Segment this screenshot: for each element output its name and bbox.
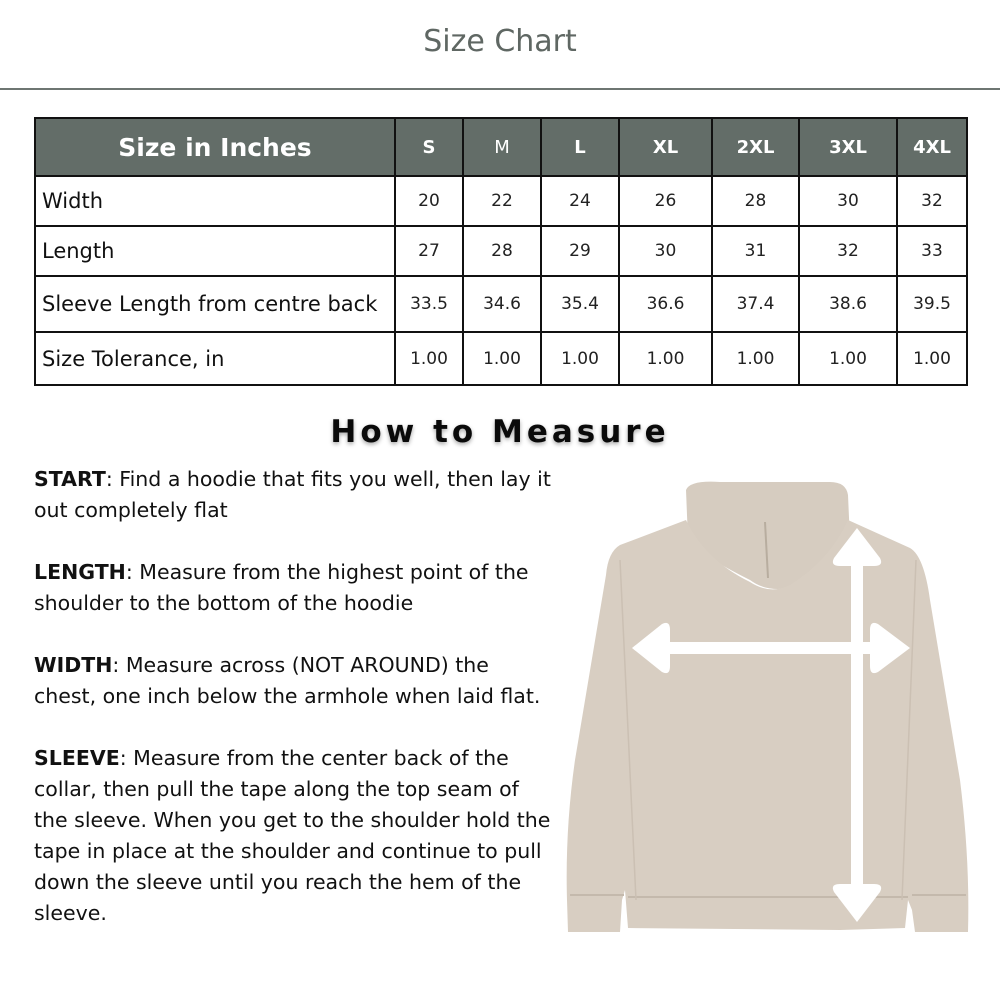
- cell: 28: [712, 176, 799, 226]
- hoodie-body-icon: [567, 482, 969, 932]
- header-size-4xl: 4XL: [897, 118, 967, 176]
- cell: 30: [799, 176, 897, 226]
- cell: 33.5: [395, 276, 463, 332]
- row-label: Size Tolerance, in: [35, 332, 395, 385]
- header-size-xl: XL: [619, 118, 712, 176]
- cell: 24: [541, 176, 619, 226]
- table-row-sleeve-length: [35, 276, 967, 332]
- hoodie-illustration: [560, 478, 980, 948]
- cell: 1.00: [799, 332, 897, 385]
- cell: 39.5: [897, 276, 967, 332]
- instruction-key: WIDTH: [34, 653, 113, 677]
- header-size-l: L: [541, 118, 619, 176]
- cell: 1.00: [897, 332, 967, 385]
- cell: 1.00: [463, 332, 541, 385]
- cell: 27: [395, 226, 463, 276]
- cell: 22: [463, 176, 541, 226]
- cell: 32: [897, 176, 967, 226]
- instruction-text: : Measure from the center back of the collar, then pull the tape along the top seam of the sleeve. When you get to the shoulder hold the tape in place at the shoulder and continue to pull down the sleeve until you reach the hem of the sleeve.: [34, 746, 551, 925]
- table-row-width: [35, 176, 967, 226]
- instruction-text: : Measure from the highest point of the shoulder to the bottom of the hoodie: [34, 560, 529, 615]
- cell: 31: [712, 226, 799, 276]
- table-row-length: [35, 226, 967, 276]
- cell: 29: [541, 226, 619, 276]
- cell: 34.6: [463, 276, 541, 332]
- header-size-3xl: 3XL: [799, 118, 897, 176]
- header-size-in-inches: Size in Inches: [35, 118, 395, 176]
- measure-instructions: [34, 464, 554, 960]
- cell: 1.00: [712, 332, 799, 385]
- cell: 20: [395, 176, 463, 226]
- row-label: Sleeve Length from centre back: [35, 276, 395, 332]
- row-label: Length: [35, 226, 395, 276]
- row-label: Width: [35, 176, 395, 226]
- cell: 30: [619, 226, 712, 276]
- how-to-measure-heading: How to Measure: [330, 414, 670, 450]
- cell: 33: [897, 226, 967, 276]
- cell: 35.4: [541, 276, 619, 332]
- instruction-key: START: [34, 467, 106, 491]
- header-size-m: M: [463, 118, 541, 176]
- cell: 38.6: [799, 276, 897, 332]
- size-chart-table: [34, 117, 968, 386]
- instruction-start: [34, 464, 554, 526]
- cell: 36.6: [619, 276, 712, 332]
- instruction-text: : Find a hoodie that fits you well, then lay it out completely flat: [34, 467, 551, 522]
- table-row-size-tolerance: [35, 332, 967, 385]
- instruction-key: SLEEVE: [34, 746, 120, 770]
- cell: 1.00: [395, 332, 463, 385]
- header-size-2xl: 2XL: [712, 118, 799, 176]
- cell: 1.00: [619, 332, 712, 385]
- instruction-width: [34, 650, 554, 712]
- cell: 32: [799, 226, 897, 276]
- cell: 1.00: [541, 332, 619, 385]
- instruction-sleeve: [34, 743, 554, 929]
- cell: 28: [463, 226, 541, 276]
- title-divider: [0, 88, 1000, 90]
- cell: 26: [619, 176, 712, 226]
- instruction-text: : Measure across (NOT AROUND) the chest, one inch below the armhole when laid flat.: [34, 653, 541, 708]
- instruction-key: LENGTH: [34, 560, 126, 584]
- instruction-length: [34, 557, 554, 619]
- page-title: Size Chart: [423, 24, 577, 59]
- table-header-row: [35, 118, 967, 176]
- header-size-s: S: [395, 118, 463, 176]
- cell: 37.4: [712, 276, 799, 332]
